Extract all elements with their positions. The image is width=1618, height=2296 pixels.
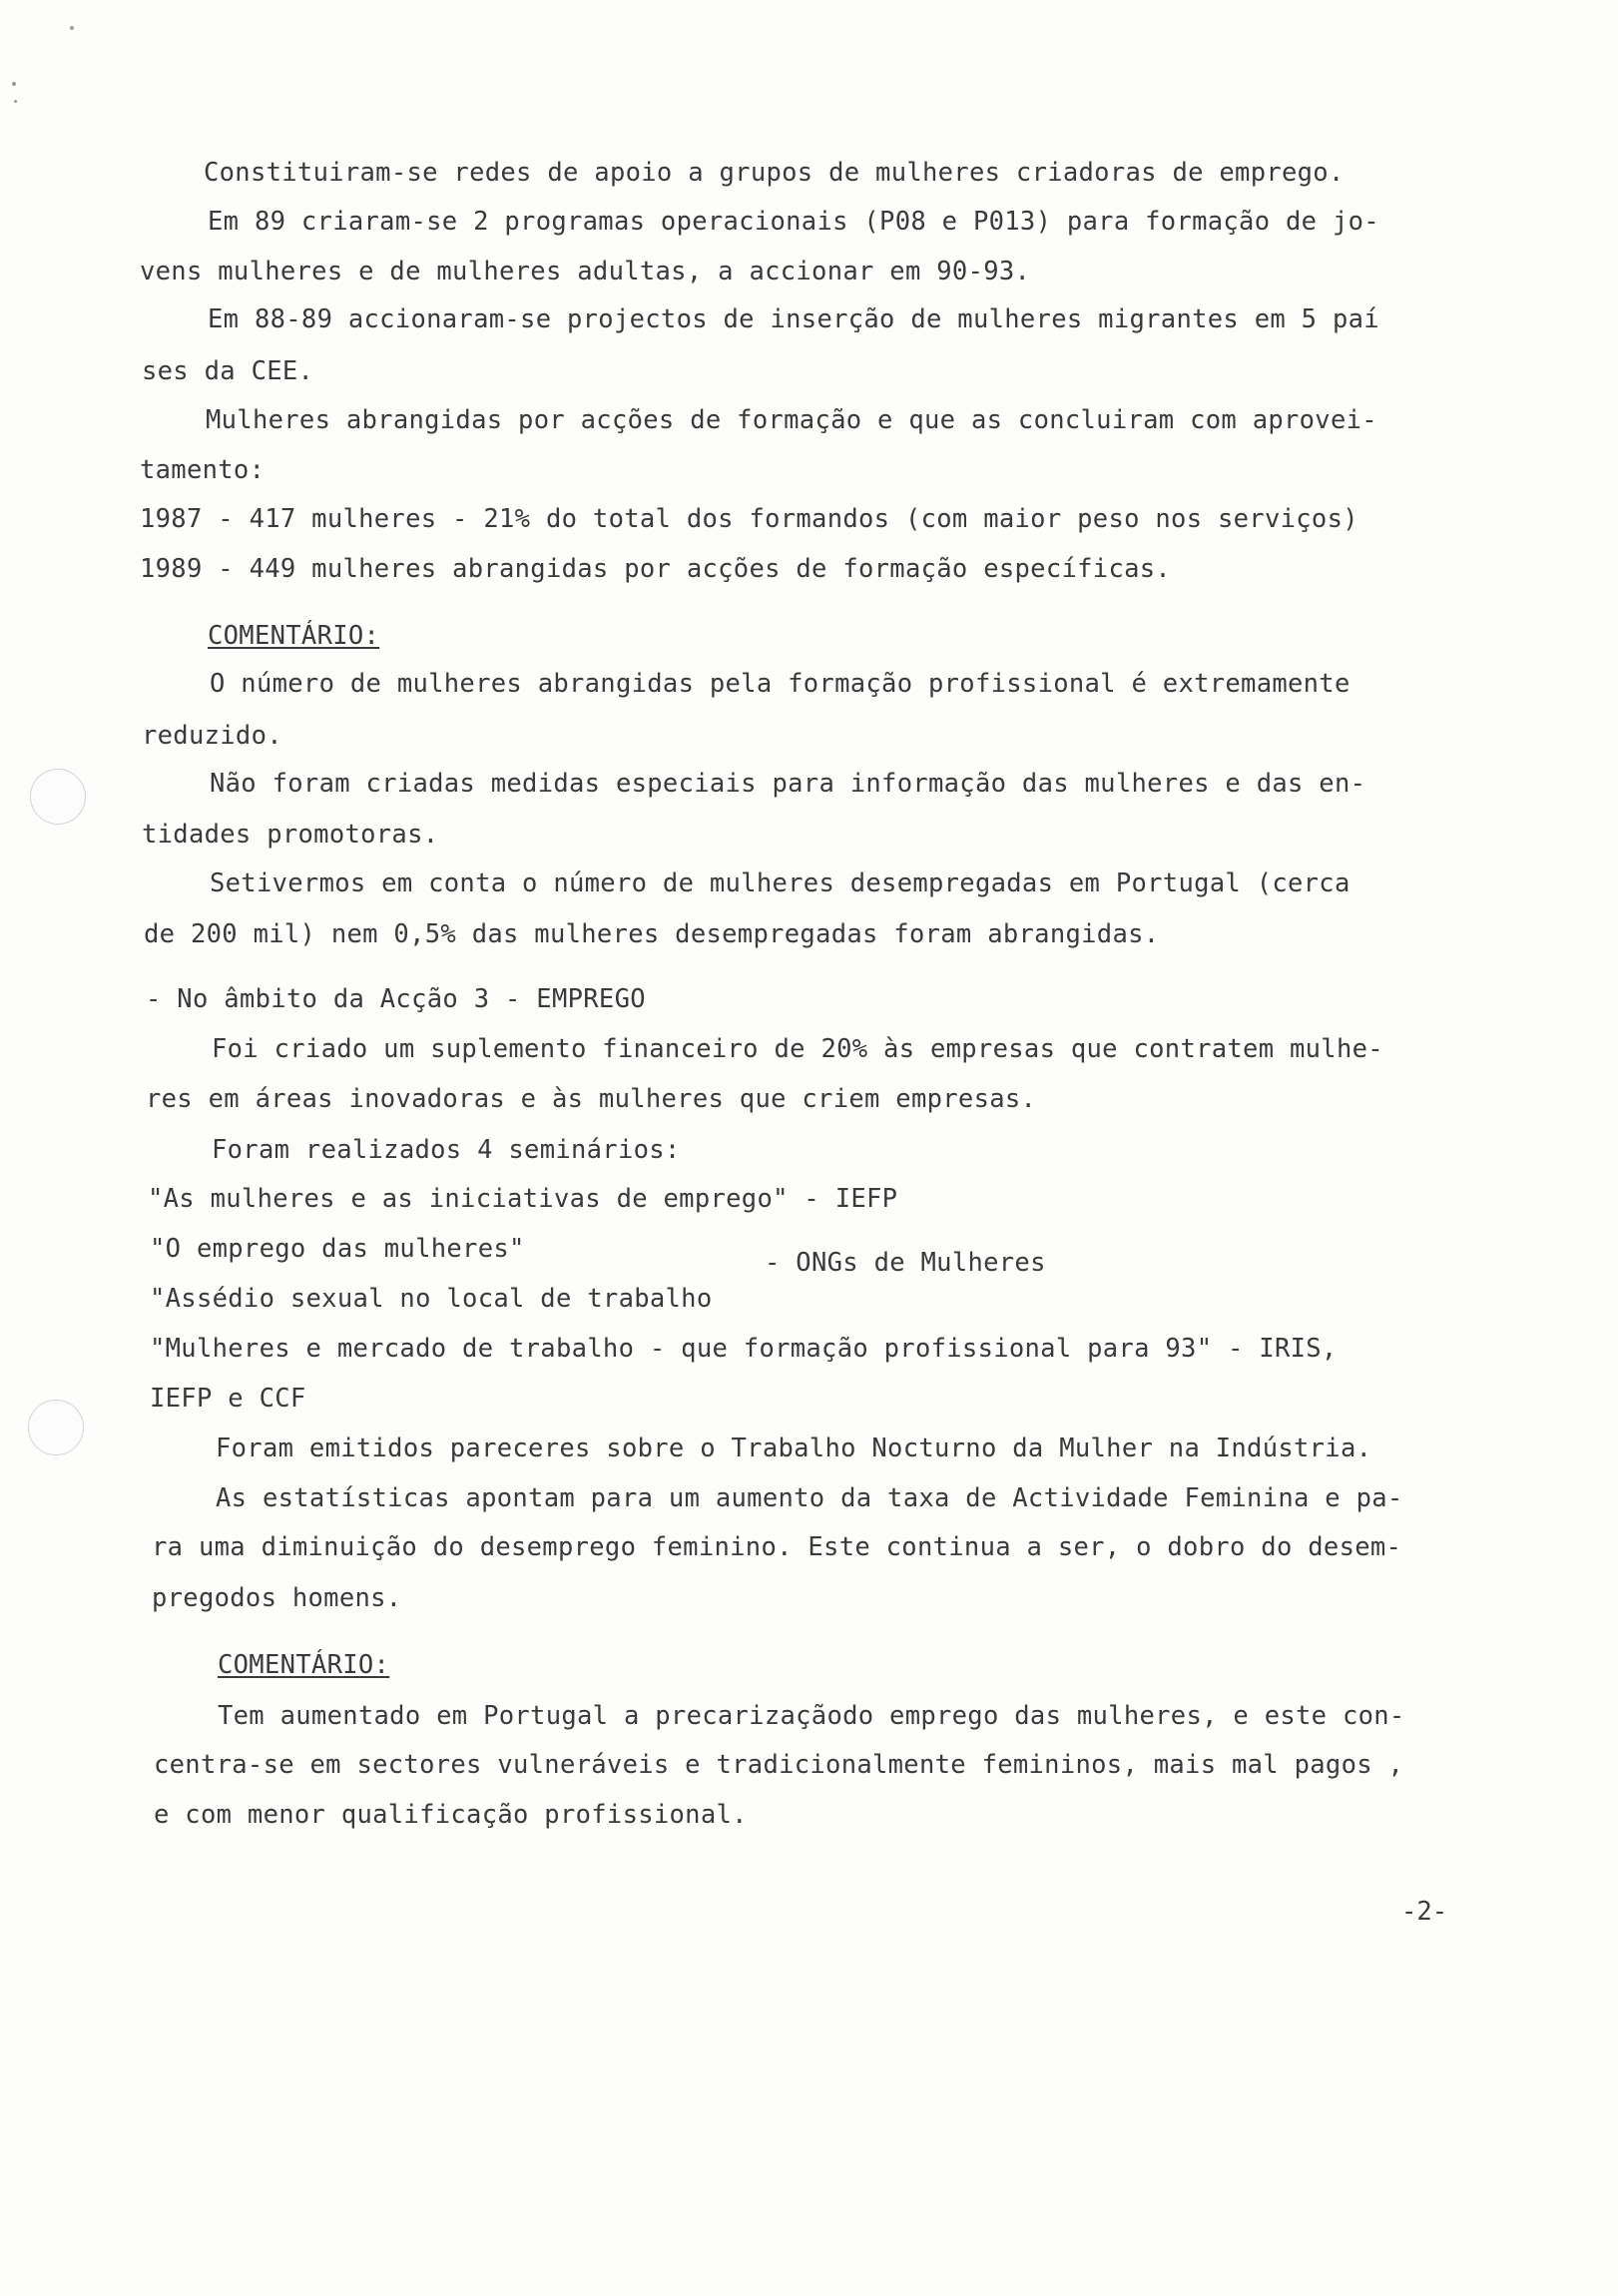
text-line: Em 88-89 accionaram-se projectos de inserção de mulheres migrantes em 5 paí (208, 304, 1379, 334)
text-line: Em 89 criaram-se 2 programas operacionais (P08 e P013) para formação de jo- (208, 207, 1379, 237)
paper-speck (70, 26, 74, 30)
text-line: As estatísticas apontam para um aumento da taxa de Actividade Feminina e pa- (216, 1483, 1403, 1513)
text-line: Tem aumentado em Portugal a precarizaçãodo emprego das mulheres, e este con- (218, 1701, 1405, 1731)
text-line: de 200 mil) nem 0,5% das mulheres desempregadas foram abrangidas. (144, 919, 1160, 949)
text-line: "O emprego das mulheres" (150, 1234, 525, 1264)
text-line: tidades promotoras. (142, 820, 439, 850)
text-line: Foi criado um suplemento financeiro de 20% às empresas que contratem mulhe- (212, 1034, 1383, 1064)
text-line: Mulheres abrangidas por acções de formação e que as concluiram com aprovei- (206, 405, 1377, 435)
text-line: Foram emitidos pareceres sobre o Trabalho Nocturno da Mulher na Indústria. (216, 1434, 1372, 1463)
section-heading: COMENTÁRIO: (208, 621, 380, 651)
paper-speck (14, 100, 17, 103)
paper-speck (12, 82, 16, 86)
punch-hole-bottom (28, 1400, 84, 1455)
text-line: tamento: (140, 455, 266, 485)
text-line: pregodos homens. (152, 1583, 402, 1613)
text-line: Setivermos em conta o número de mulheres desempregadas em Portugal (cerca (210, 868, 1350, 898)
text-line: O número de mulheres abrangidas pela formação profissional é extremamente (210, 669, 1350, 699)
text-line: "Assédio sexual no local de trabalho (150, 1284, 713, 1314)
text-line: 1989 - 449 mulheres abrangidas por acções de formação específicas. (140, 554, 1172, 584)
text-line: ses da CEE. (142, 356, 314, 386)
text-line: Não foram criadas medidas especiais para informação das mulheres e das en- (210, 769, 1366, 799)
text-line: vens mulheres e de mulheres adultas, a accionar em 90-93. (140, 257, 1031, 287)
text-line: reduzido. (142, 721, 282, 751)
punch-hole-top (30, 769, 86, 825)
text-line: "Mulheres e mercado de trabalho - que formação profissional para 93" - IRIS, (150, 1334, 1338, 1364)
section-heading: COMENTÁRIO: (218, 1650, 390, 1680)
text-line: IEFP e CCF (150, 1384, 306, 1414)
text-line: ra uma diminuição do desemprego feminino. Este continua a ser, o dobro do desem- (152, 1532, 1402, 1562)
text-line: 1987 - 417 mulheres - 21% do total dos formandos (com maior peso nos serviços) (140, 504, 1358, 534)
text-line: "As mulheres e as iniciativas de emprego" - IEFP (148, 1184, 898, 1214)
text-line: centra-se em sectores vulneráveis e tradicionalmente femininos, mais mal pagos , (154, 1750, 1404, 1780)
text-line: res em áreas inovadoras e às mulheres que criem empresas. (146, 1084, 1037, 1114)
text-line: e com menor qualificação profissional. (154, 1800, 748, 1830)
text-line: Foram realizados 4 seminários: (212, 1135, 681, 1165)
page-number: -2- (1401, 1897, 1448, 1927)
section-title: - No âmbito da Acção 3 - EMPREGO (146, 984, 646, 1014)
text-line: Constituiram-se redes de apoio a grupos de mulheres criadoras de emprego. (204, 158, 1345, 188)
text-line: - ONGs de Mulheres (765, 1248, 1046, 1278)
